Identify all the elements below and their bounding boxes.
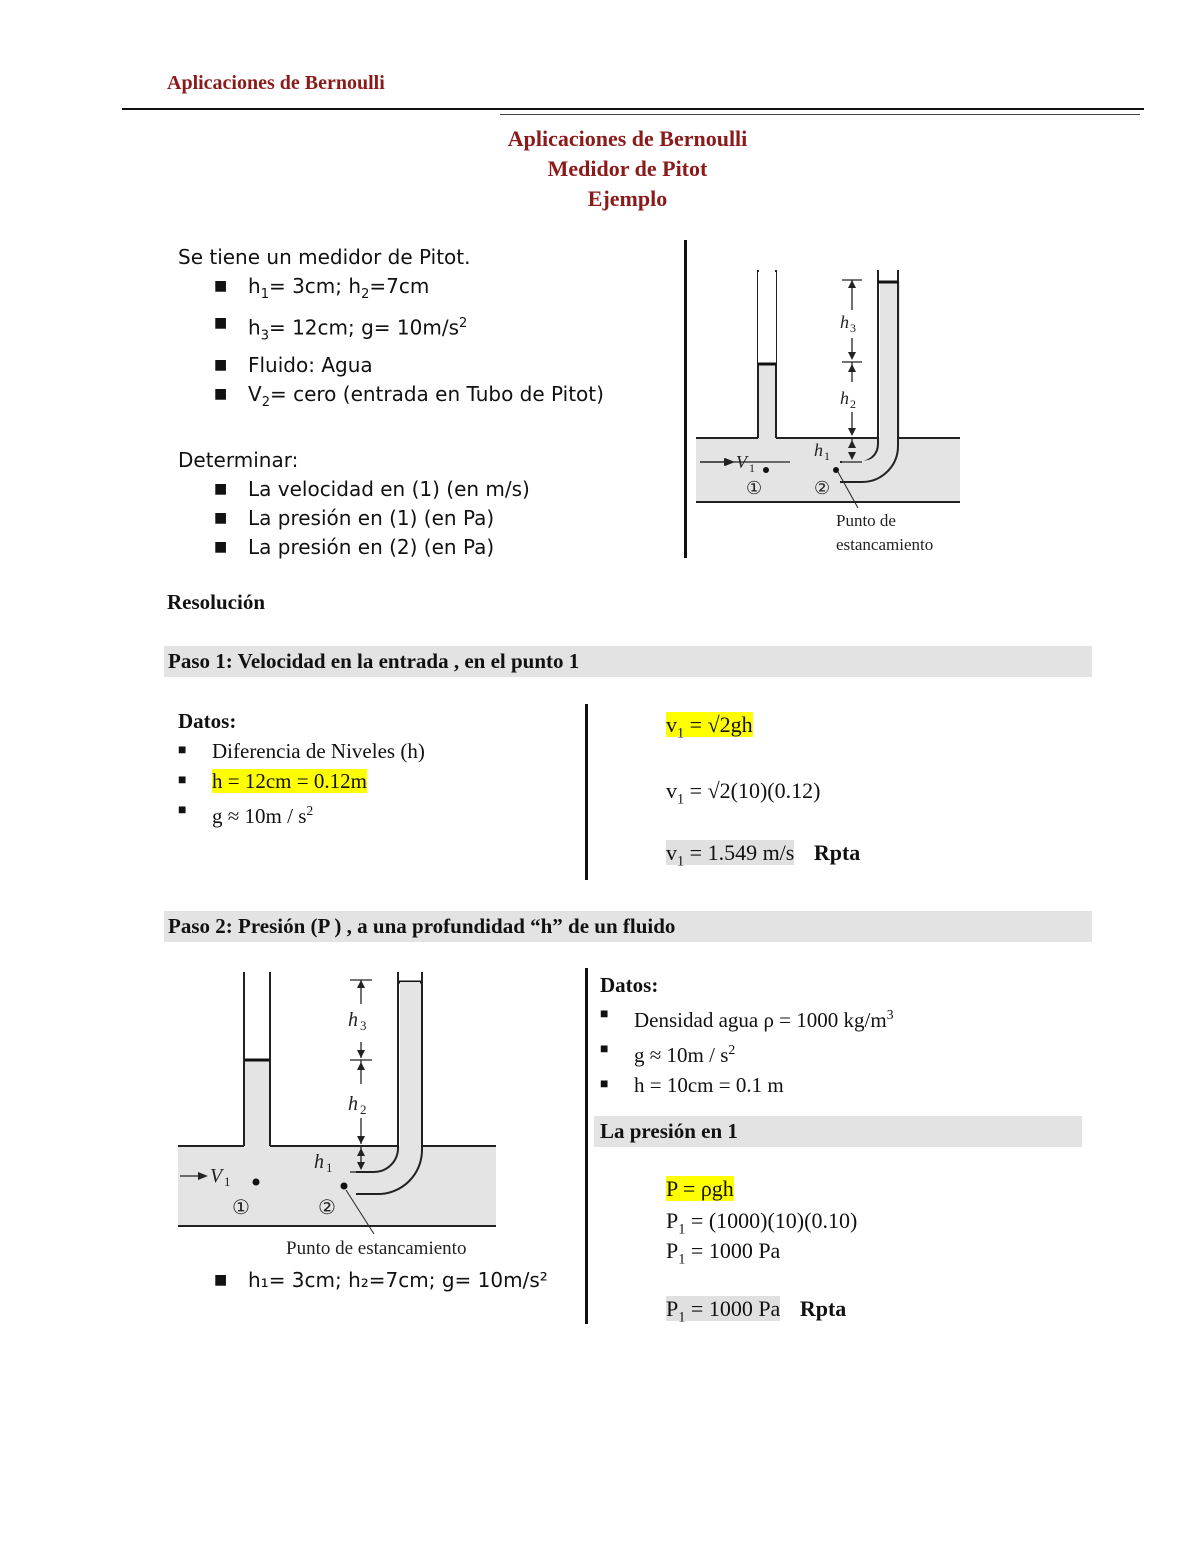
title-line-3: Ejemplo <box>587 186 668 211</box>
resolution-heading: Resolución <box>167 590 266 614</box>
title-line-2: Medidor de Pitot <box>547 156 708 181</box>
point-2-label: ② <box>814 478 831 499</box>
svg-text:1: 1 <box>749 461 755 475</box>
svg-text:1: 1 <box>824 449 830 463</box>
datos-item: ■ Densidad agua ρ = 1000 $kg/m^3$ <box>600 1000 894 1035</box>
h1-label: h <box>314 1151 324 1173</box>
h2-label: h <box>348 1093 358 1115</box>
point-2-label: ② <box>318 1195 336 1219</box>
step2-eq4: $P_1 = 1000$ Pa Rpta <box>666 1296 847 1326</box>
bullet-icon: ■ <box>214 480 228 497</box>
step2-givens: ■ h₁= 3cm; h₂=7cm; g= 10m/s² <box>214 1268 548 1292</box>
step2-eq3: $P_1 = 1000$ Pa <box>666 1238 781 1268</box>
divider-line <box>585 704 588 880</box>
pitot-diagram <box>690 262 970 562</box>
svg-text:1: 1 <box>326 1160 333 1175</box>
bullet-icon: ■ <box>214 278 228 294</box>
header-rule <box>122 108 1144 110</box>
stagnation-label: Punto de estancamiento <box>286 1238 467 1259</box>
bullet-icon: ■ <box>214 385 228 402</box>
running-header: Aplicaciones de Bernoulli <box>167 72 385 94</box>
bullet-icon: ■ <box>178 773 187 788</box>
svg-text:3: 3 <box>850 321 856 335</box>
step1-eq1: $v_1 = √2gh$ <box>666 712 753 742</box>
step2-datos <box>600 970 894 1100</box>
step1-datos <box>178 706 425 831</box>
step1-heading: Paso 1: Velocidad en la entrada , en el punto 1 <box>164 646 1092 677</box>
h2-label: h <box>840 388 849 408</box>
h1-label: h <box>814 440 823 460</box>
datos-item: ■ h = 12cm = 0.12m <box>178 766 425 796</box>
svg-text:1: 1 <box>224 1174 231 1189</box>
h3-label: h <box>348 1009 358 1031</box>
title-line-1: Aplicaciones de Bernoulli <box>507 126 748 151</box>
header-rule-secondary <box>500 114 1140 115</box>
givens-list <box>178 272 604 417</box>
step2-heading: Paso 2: Presión (P ) , a una profundidad “h” de un fluido <box>164 911 1092 942</box>
datos-item: ■ $g \approx 10m / s^2$ <box>600 1035 894 1070</box>
bullet-icon: ■ <box>214 509 228 526</box>
title-block <box>0 124 1200 214</box>
pressure-subheading: La presión en 1 <box>594 1116 1082 1147</box>
bullet-icon: ■ <box>214 315 228 331</box>
answer-label: Rpta <box>799 1296 847 1321</box>
v1-label: V <box>736 452 747 472</box>
bullet-icon: ■ <box>178 803 187 818</box>
step2-eq1: P = ρgh <box>666 1176 734 1201</box>
bullet-icon: ■ <box>214 356 228 373</box>
divider-line <box>585 968 588 1324</box>
problem-statement <box>178 243 604 562</box>
datos-item: ■ Diferencia de Niveles (h) <box>178 736 425 766</box>
datos-label: Datos: <box>600 973 659 997</box>
bullet-icon: ■ <box>600 1077 609 1092</box>
stagnation-label-1: Punto de <box>836 511 896 530</box>
v1-label: V <box>210 1165 223 1187</box>
datos-label: Datos: <box>178 709 237 733</box>
bullet-icon: ■ <box>178 743 187 758</box>
answer-label: Rpta <box>813 840 861 865</box>
svg-text:2: 2 <box>850 397 856 411</box>
svg-text:3: 3 <box>360 1018 367 1033</box>
statement-intro: Se tiene un medidor de Pitot. <box>178 245 471 269</box>
determine-item: ■ La presión en (2) (en Pa) <box>178 533 604 562</box>
given-item: ■ Fluido: Agua <box>178 351 604 380</box>
given-item: ■ $h_1= 3cm$; $h_2=7cm$ <box>214 274 430 302</box>
point-1-label: ① <box>746 478 763 499</box>
step1-eq3: $v_1 = 1.549$ m/s Rpta <box>666 840 861 870</box>
svg-text:2: 2 <box>360 1102 367 1117</box>
step2-eq2: $P_1 = (1000)(10)(0.10)$ <box>666 1208 858 1238</box>
bullet-icon: ■ <box>214 538 228 555</box>
stagnation-label-2: estancamiento <box>836 535 934 554</box>
given-item: ■ $V_2=$ cero (entrada en Tubo de Pitot) <box>214 381 604 410</box>
point-1-label: ① <box>232 1195 250 1219</box>
determine-item: ■ La presión en (1) (en Pa) <box>178 504 604 533</box>
determine-item: ■ La velocidad en (1) (en m/s) <box>178 475 604 504</box>
datos-item: ■ h = 10cm = 0.1 m <box>600 1070 894 1100</box>
determine-label: Determinar: <box>178 447 299 472</box>
bullet-icon: ■ <box>600 1007 609 1022</box>
bullet-icon: ■ <box>600 1042 609 1057</box>
pitot-diagram-2 <box>174 968 514 1268</box>
determine-list <box>178 475 604 562</box>
datos-item: ■ $g \approx 10m / s^2$ <box>178 796 425 831</box>
divider-line <box>684 240 687 558</box>
h3-label: h <box>840 312 849 332</box>
bullet-icon: ■ <box>214 1272 228 1288</box>
step1-eq2: $v_1 = √2(10)(0.12)$ <box>666 778 821 808</box>
given-item: ■ $h_3= 12cm$; $g= 10m/s^2$ <box>178 309 604 351</box>
